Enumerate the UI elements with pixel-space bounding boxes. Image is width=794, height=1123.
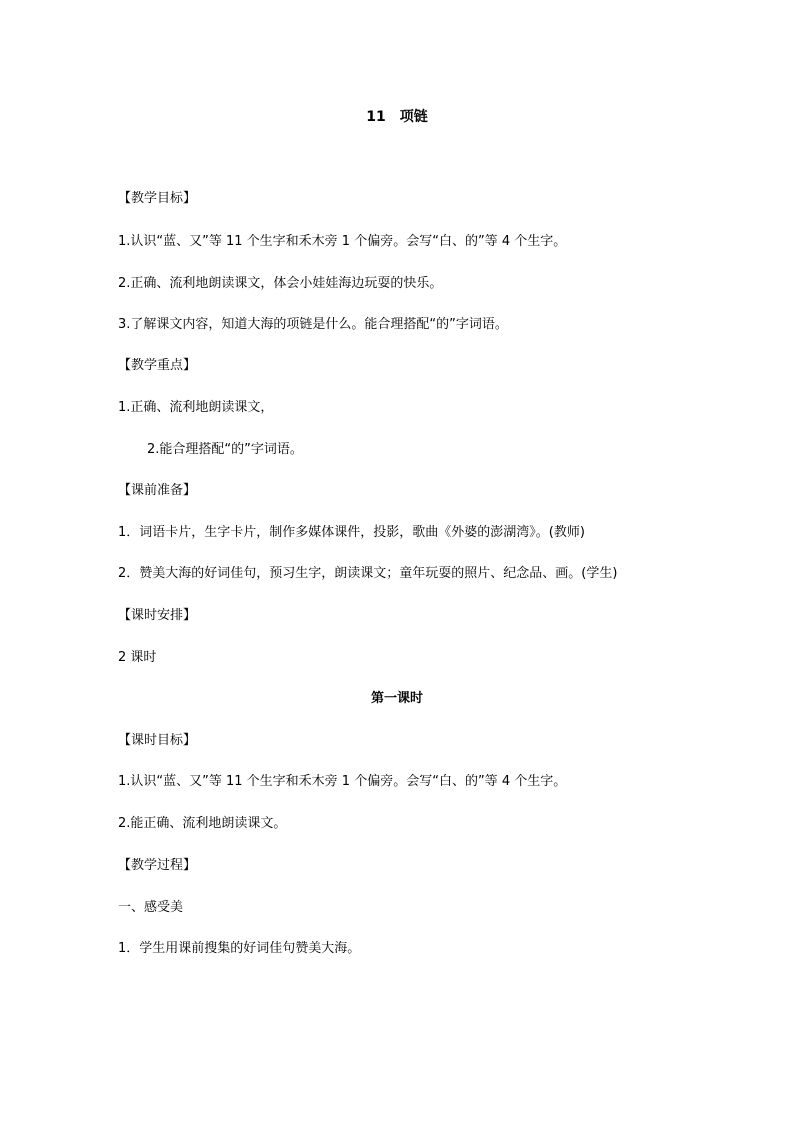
schedule-text: 2 课时 xyxy=(118,650,157,665)
goal-item-3: 3.了解课文内容，知道大海的项链是什么。能合理搭配“的”字词语。 xyxy=(118,317,508,332)
focus-item-2: 2.能合理搭配“的”字词语。 xyxy=(147,442,303,457)
lesson-goal-item-2: 2.能正确、流利地朗读课文。 xyxy=(118,816,287,831)
heading-teaching-goals: 【教学目标】 xyxy=(118,191,197,206)
lesson-goal-item-1: 1.认识“蓝、又”等 11 个生字和禾木旁 1 个偏旁。会写“白、的”等 4 个生字。 xyxy=(118,774,567,789)
document-title: 11 项链 xyxy=(366,109,428,125)
preparation-item-1: 1．词语卡片，生字卡片，制作多媒体课件，投影，歌曲《外婆的澎湖湾》。(教师) xyxy=(118,525,585,540)
heading-lesson-goals: 【课时目标】 xyxy=(118,733,197,748)
process-part1-title: 一、感受美 xyxy=(118,900,184,915)
process-part1-item-1: 1．学生用课前搜集的好词佳句赞美大海。 xyxy=(118,941,361,956)
heading-process: 【教学过程】 xyxy=(118,858,197,873)
heading-schedule: 【课时安排】 xyxy=(118,608,197,623)
goal-item-2: 2.正确、流利地朗读课文，体会小娃娃海边玩耍的快乐。 xyxy=(118,276,443,291)
heading-teaching-focus: 【教学重点】 xyxy=(118,358,197,373)
goal-item-1: 1.认识“蓝、又”等 11 个生字和禾木旁 1 个偏旁。会写“白、的”等 4 个生字。 xyxy=(118,234,567,249)
focus-item-1: 1.正确、流利地朗读课文， xyxy=(118,400,274,415)
heading-preparation: 【课前准备】 xyxy=(118,483,197,498)
preparation-item-2: 2．赞美大海的好词佳句，预习生字，朗读课文；童年玩耍的照片、纪念品、画。(学生) xyxy=(118,566,618,581)
first-lesson-title: 第一课时 xyxy=(370,691,423,706)
